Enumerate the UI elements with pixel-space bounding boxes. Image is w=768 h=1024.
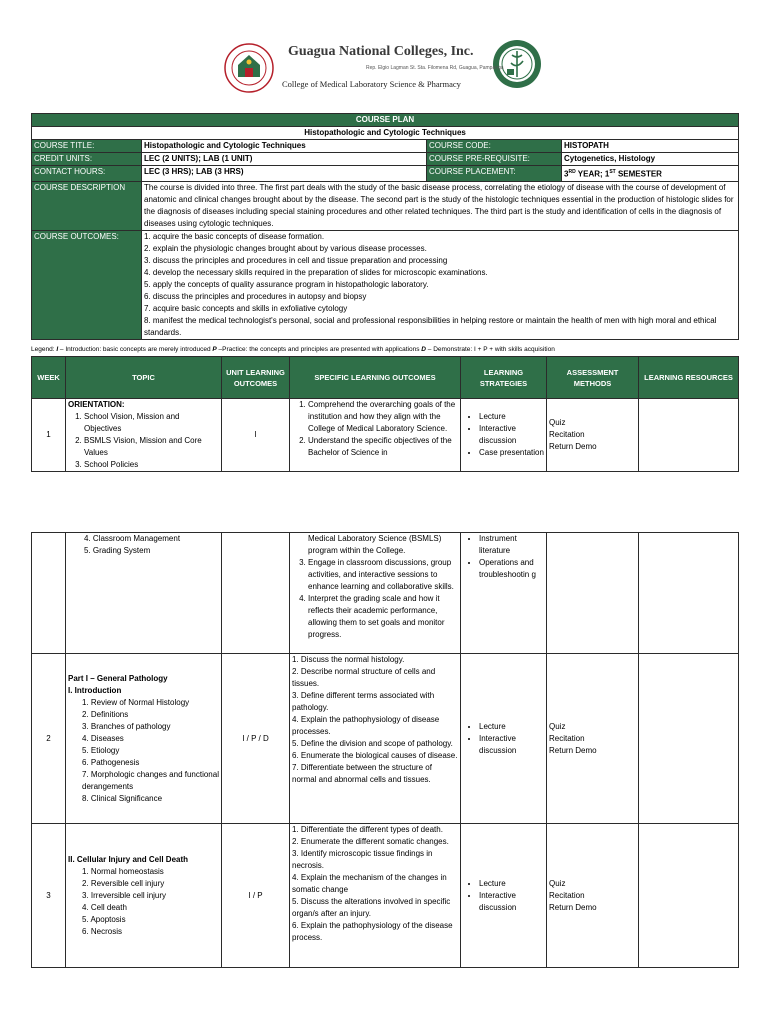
col-resources: LEARNING RESOURCES [639,357,739,399]
contact-hours-value: LEC (3 HRS); LAB (3 HRS) [142,166,427,182]
topic-item: 3. Branches of pathology [82,721,171,731]
topic-cell [66,824,222,968]
slo-item: 1. Differentiate the different types of death. [292,825,443,834]
topic-item: 5. Apoptosis [82,914,126,924]
slo-cell [290,654,461,824]
slo-item: 1. Discuss the normal histology. [292,655,405,664]
topic-item: 3. Irreversible cell injury [82,890,167,900]
topic-item: 4. Classroom Management [84,534,181,543]
course-outcome: 4. develop the necessary skills required in the preparation of slides for microscopic examinations. [144,267,488,277]
topic-item: 5. Etiology [82,745,120,755]
topic-item: 2. Reversible cell injury [82,878,165,888]
topic-item: 6. Pathogenesis [82,757,140,767]
school-address: Rep. Elgio Lagman St. Sta. Filomena Rd, Guagua, Pampanga [366,65,504,71]
table-row [32,533,739,654]
slo-item: 3. Engage in classroom discussions, group activities, and interactive sessions to enhance learning and collaborative skills. [308,557,458,593]
topic-item: 6. Necrosis [82,926,123,936]
strategies-cell [461,654,547,824]
slo-continued: Medical Laboratory Science (BSMLS) program within the College. [308,534,442,555]
ulo-value: I / P / D [222,654,290,824]
course-schedule-table [31,356,739,472]
slo-item: 4. Explain the mechanism of the changes in somatic change [292,873,447,894]
slo-item: 3. Identify microscopic tissue findings in necrosis. [292,849,433,870]
resources-cell [639,533,739,654]
course-outcome: 7. acquire basic concepts and skills in exfoliative cytology [144,303,348,313]
topic-item: 1. School Vision, Mission and Objectives [84,411,219,435]
topic-item: 8. Clinical Significance [82,793,163,803]
assessment-cell: Quiz Recitation Return Demo [547,399,639,472]
topic-cell [66,654,222,824]
slo-item: 3. Define different terms associated with pathology. [292,691,435,712]
topic-item: 2. BSMLS Vision, Mission and Core Values [84,435,219,459]
course-schedule-table-continued [31,532,739,968]
course-title-value: Histopathologic and Cytologic Techniques [142,140,427,153]
course-outcome: 1. acquire the basic concepts of disease formation. [144,231,325,241]
course-description-value: The course is divided into three. The first part deals with the study of the basic disease process, correlating the etiology of disease with the course of development of anatomic and clinical changes brought about by the disease. The second part is the study of the histologic techniques essential in the production of histologic slides for the diagnosis of diseases including special staining procedures and other related techniques. The third part is the study and identification of cells in the diagnosis of diseases using cytologic techniques. [142,181,739,230]
ulo-value [222,533,290,654]
topic-item: 1. Review of Normal Histology [82,697,190,707]
slo-cell [290,533,461,654]
slo-item: 5. Discuss the alterations involved in specific organ/s after an injury. [292,897,451,918]
part-heading: Part I – General Pathology [68,673,168,683]
col-slo: SPECIFIC LEARNING OUTCOMES [290,357,461,399]
topic-item: 1. Normal homeostasis [82,866,164,876]
prerequisite-label: COURSE PRE-REQUISITE: [427,153,562,166]
topic-cell [66,533,222,654]
strategies-cell [461,533,547,654]
topic-item: 4. Cell death [82,902,127,912]
assessment-cell: Quiz Recitation Return Demo [547,824,639,968]
course-code-value: HISTOPATH [562,140,739,153]
credit-units-label: CREDIT UNITS: [32,153,142,166]
strategy-item: • Lecture [479,411,544,423]
col-strategies: LEARNING STRATEGIES [461,357,547,399]
strategy-item: • Case presentation [479,447,544,459]
slo-item: 4. Interpret the grading scale and how it reflects their academic performance, allowing them to set goals and monitor progress. [308,593,458,641]
course-outcomes-label: COURSE OUTCOMES: [32,230,142,339]
assessment-cell [547,533,639,654]
college-name: College of Medical Laboratory Science & Pharmacy [282,79,461,89]
topic-item: 2. Definitions [82,709,129,719]
slo-item: 5. Define the division and scope of pathology. [292,739,453,748]
slo-item: 1. Comprehend the overarching goals of the institution and how they align with the College of Medical Laboratory Science. [308,399,458,435]
course-code-label: COURSE CODE: [427,140,562,153]
col-topic: TOPIC [66,357,222,399]
course-outcome: 3. discuss the principles and procedures in cell and tissue preparation and processing [144,255,448,265]
slo-item: 2. Enumerate the different somatic changes. [292,837,449,846]
course-outcomes-list [142,230,739,339]
strategies-cell [461,399,547,472]
table-row [32,654,739,824]
strategy-item: • Operations and troubleshootin g [479,557,544,581]
week-number [32,533,66,654]
course-plan-subheading: Histopathologic and Cytologic Techniques [32,127,739,140]
strategies-cell [461,824,547,968]
course-plan-heading: COURSE PLAN [32,114,739,127]
college-seal-logo [224,43,274,95]
ulo-value: I / P [222,824,290,968]
topic-item: 5. Grading System [84,546,151,555]
credit-units-value: LEC (2 UNITS); LAB (1 UNIT) [142,153,427,166]
strategy-item: • Lecture [479,878,544,890]
section-heading: II. Cellular Injury and Cell Death [68,854,189,864]
col-week: WEEK [32,357,66,399]
topic-item: 3. School Policies [84,459,219,471]
slo-item: 6. Enumerate the biological causes of disease. [292,751,458,760]
slo-cell [290,399,461,472]
section-heading: I. Introduction [68,685,122,695]
course-outcome: 8. manifest the medical technologist's personal, social and professional responsibilities in helping restore or maintain the health of men with high moral and ethical standards. [144,315,717,337]
topic-item: 4. Diseases [82,733,124,743]
col-assessment: ASSESSMENT METHODS [547,357,639,399]
course-title-label: COURSE TITLE: [32,140,142,153]
slo-item: 4. Explain the pathophysiology of disease processes. [292,715,440,736]
topic-item: 7. Morphologic changes and functional derangements [82,769,219,791]
course-outcome: 2. explain the physiologic changes brought about by various disease processes. [144,243,427,253]
school-name: Guagua National Colleges, Inc. [288,44,474,59]
week-number: 3 [32,824,66,968]
table-row [32,399,739,472]
table-row [32,824,739,968]
prerequisite-value: Cytogenetics, Histology [562,153,739,166]
slo-cell [290,824,461,968]
placement-label: COURSE PLACEMENT: [427,166,562,182]
resources-cell [639,824,739,968]
week-number: 2 [32,654,66,824]
col-ulo: UNIT LEARNING OUTCOMES [222,357,290,399]
slo-item: 2. Describe normal structure of cells and tissues. [292,667,436,688]
strategy-item: • Interactive discussion [479,423,544,447]
assessment-cell: Quiz Recitation Return Demo [547,654,639,824]
topic-heading: ORIENTATION: [68,400,125,409]
placement-value: 3RD YEAR; 1ST SEMESTER [562,166,739,182]
resources-cell [639,399,739,472]
course-info-table [31,113,739,340]
topic-cell [66,399,222,472]
slo-item: 2. Understand the specific objectives of the Bachelor of Science in [308,435,458,459]
strategy-item: • Interactive discussion [479,890,544,914]
ulo-value: I [222,399,290,472]
slo-item: 6. Explain the pathophysiology of the disease process. [292,921,453,942]
slo-item: 7. Differentiate between the structure of normal and abnormal cells and tissues. [292,763,432,784]
course-outcome: 5. apply the concepts of quality assurance program in histopathologic laboratory. [144,279,429,289]
course-outcome: 6. discuss the principles and procedures in autopsy and biopsy [144,291,367,301]
resources-cell [639,654,739,824]
course-description-label: COURSE DESCRIPTION [32,181,142,230]
strategy-item: • Lecture [479,721,544,733]
week-number: 1 [32,399,66,472]
contact-hours-label: CONTACT HOURS: [32,166,142,182]
strategy-item: • Instrument literature [479,533,544,557]
legend: Legend: I – Introduction: basic concepts are merely introduced P –Practice: the concepts and principles are presented with applications D – Demonstrate: I + P + with skills acquisition [31,346,555,353]
strategy-item: • Interactive discussion [479,733,544,757]
